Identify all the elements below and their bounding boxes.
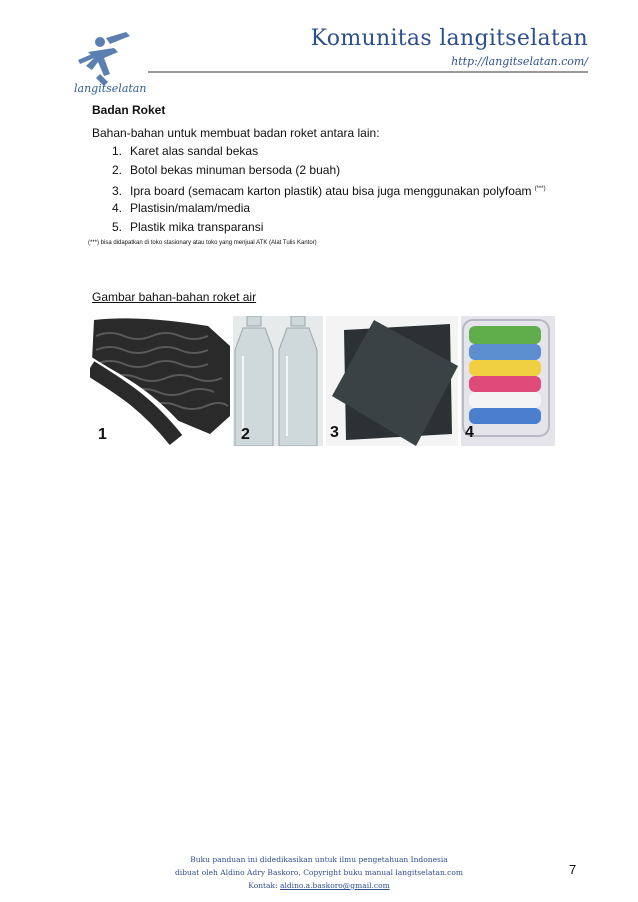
site-url[interactable]: http://langitselatan.com/ xyxy=(451,55,588,68)
header-divider xyxy=(148,71,588,73)
item-text: Ipra board (semacam karton plastik) atau bisa juga menggunakan polyfoam xyxy=(130,184,532,198)
page-number: 7 xyxy=(569,862,577,877)
item-number: 2. xyxy=(112,163,123,177)
plastic-board-image xyxy=(326,316,458,446)
list-item xyxy=(112,199,546,218)
list-item xyxy=(112,142,546,161)
soda-bottles-image xyxy=(233,316,323,446)
list-item xyxy=(112,180,546,199)
list-item xyxy=(112,161,546,180)
item-number: 1. xyxy=(112,144,123,158)
footer-contact xyxy=(0,879,638,892)
contact-prefix: Kontak: xyxy=(248,881,280,890)
photo-label: 2 xyxy=(241,426,250,443)
photo-label: 3 xyxy=(330,424,339,441)
intro-text: Bahan-bahan untuk membuat badan roket antara lain: xyxy=(92,126,380,140)
item-number: 5. xyxy=(112,220,123,234)
item-number: 3. xyxy=(112,184,123,198)
item-text: Karet alas sandal bekas xyxy=(130,144,259,158)
figure-caption: Gambar bahan-bahan roket air xyxy=(92,290,257,304)
materials-list xyxy=(112,142,546,237)
item-number: 4. xyxy=(112,201,123,215)
photo-label: 1 xyxy=(98,426,107,443)
item-text: Plastisin/malam/media xyxy=(130,201,251,215)
logo-text: langitselatan xyxy=(74,82,147,95)
email-link[interactable]: aldino.a.baskoro@gmail.com xyxy=(280,881,390,890)
plasticine-image xyxy=(461,316,555,446)
footer-line-1: Buku panduan ini didedikasikan untuk ilmu pengetahuan Indonesia xyxy=(190,855,448,864)
photo-label: 4 xyxy=(465,424,474,441)
list-item xyxy=(112,218,546,237)
site-title: Komunitas langitselatan xyxy=(310,26,588,51)
item-text: Botol bekas minuman bersoda (2 buah) xyxy=(130,163,341,177)
footer-line-2: dibuat oleh Aldino Adry Baskoro, Copyright buku manual langitselatan.com xyxy=(175,868,463,877)
footer xyxy=(0,853,638,892)
sandal-rubber-image xyxy=(90,316,230,446)
footnote-marker: (***) xyxy=(534,186,546,192)
footnote: (***) bisa didapatkan di toko stasionary atau toko yang menjual ATK (Alat Tulis Kantor) xyxy=(88,240,317,246)
item-text: Plastik mika transparansi xyxy=(130,220,264,234)
section-title: Badan Roket xyxy=(92,103,166,117)
